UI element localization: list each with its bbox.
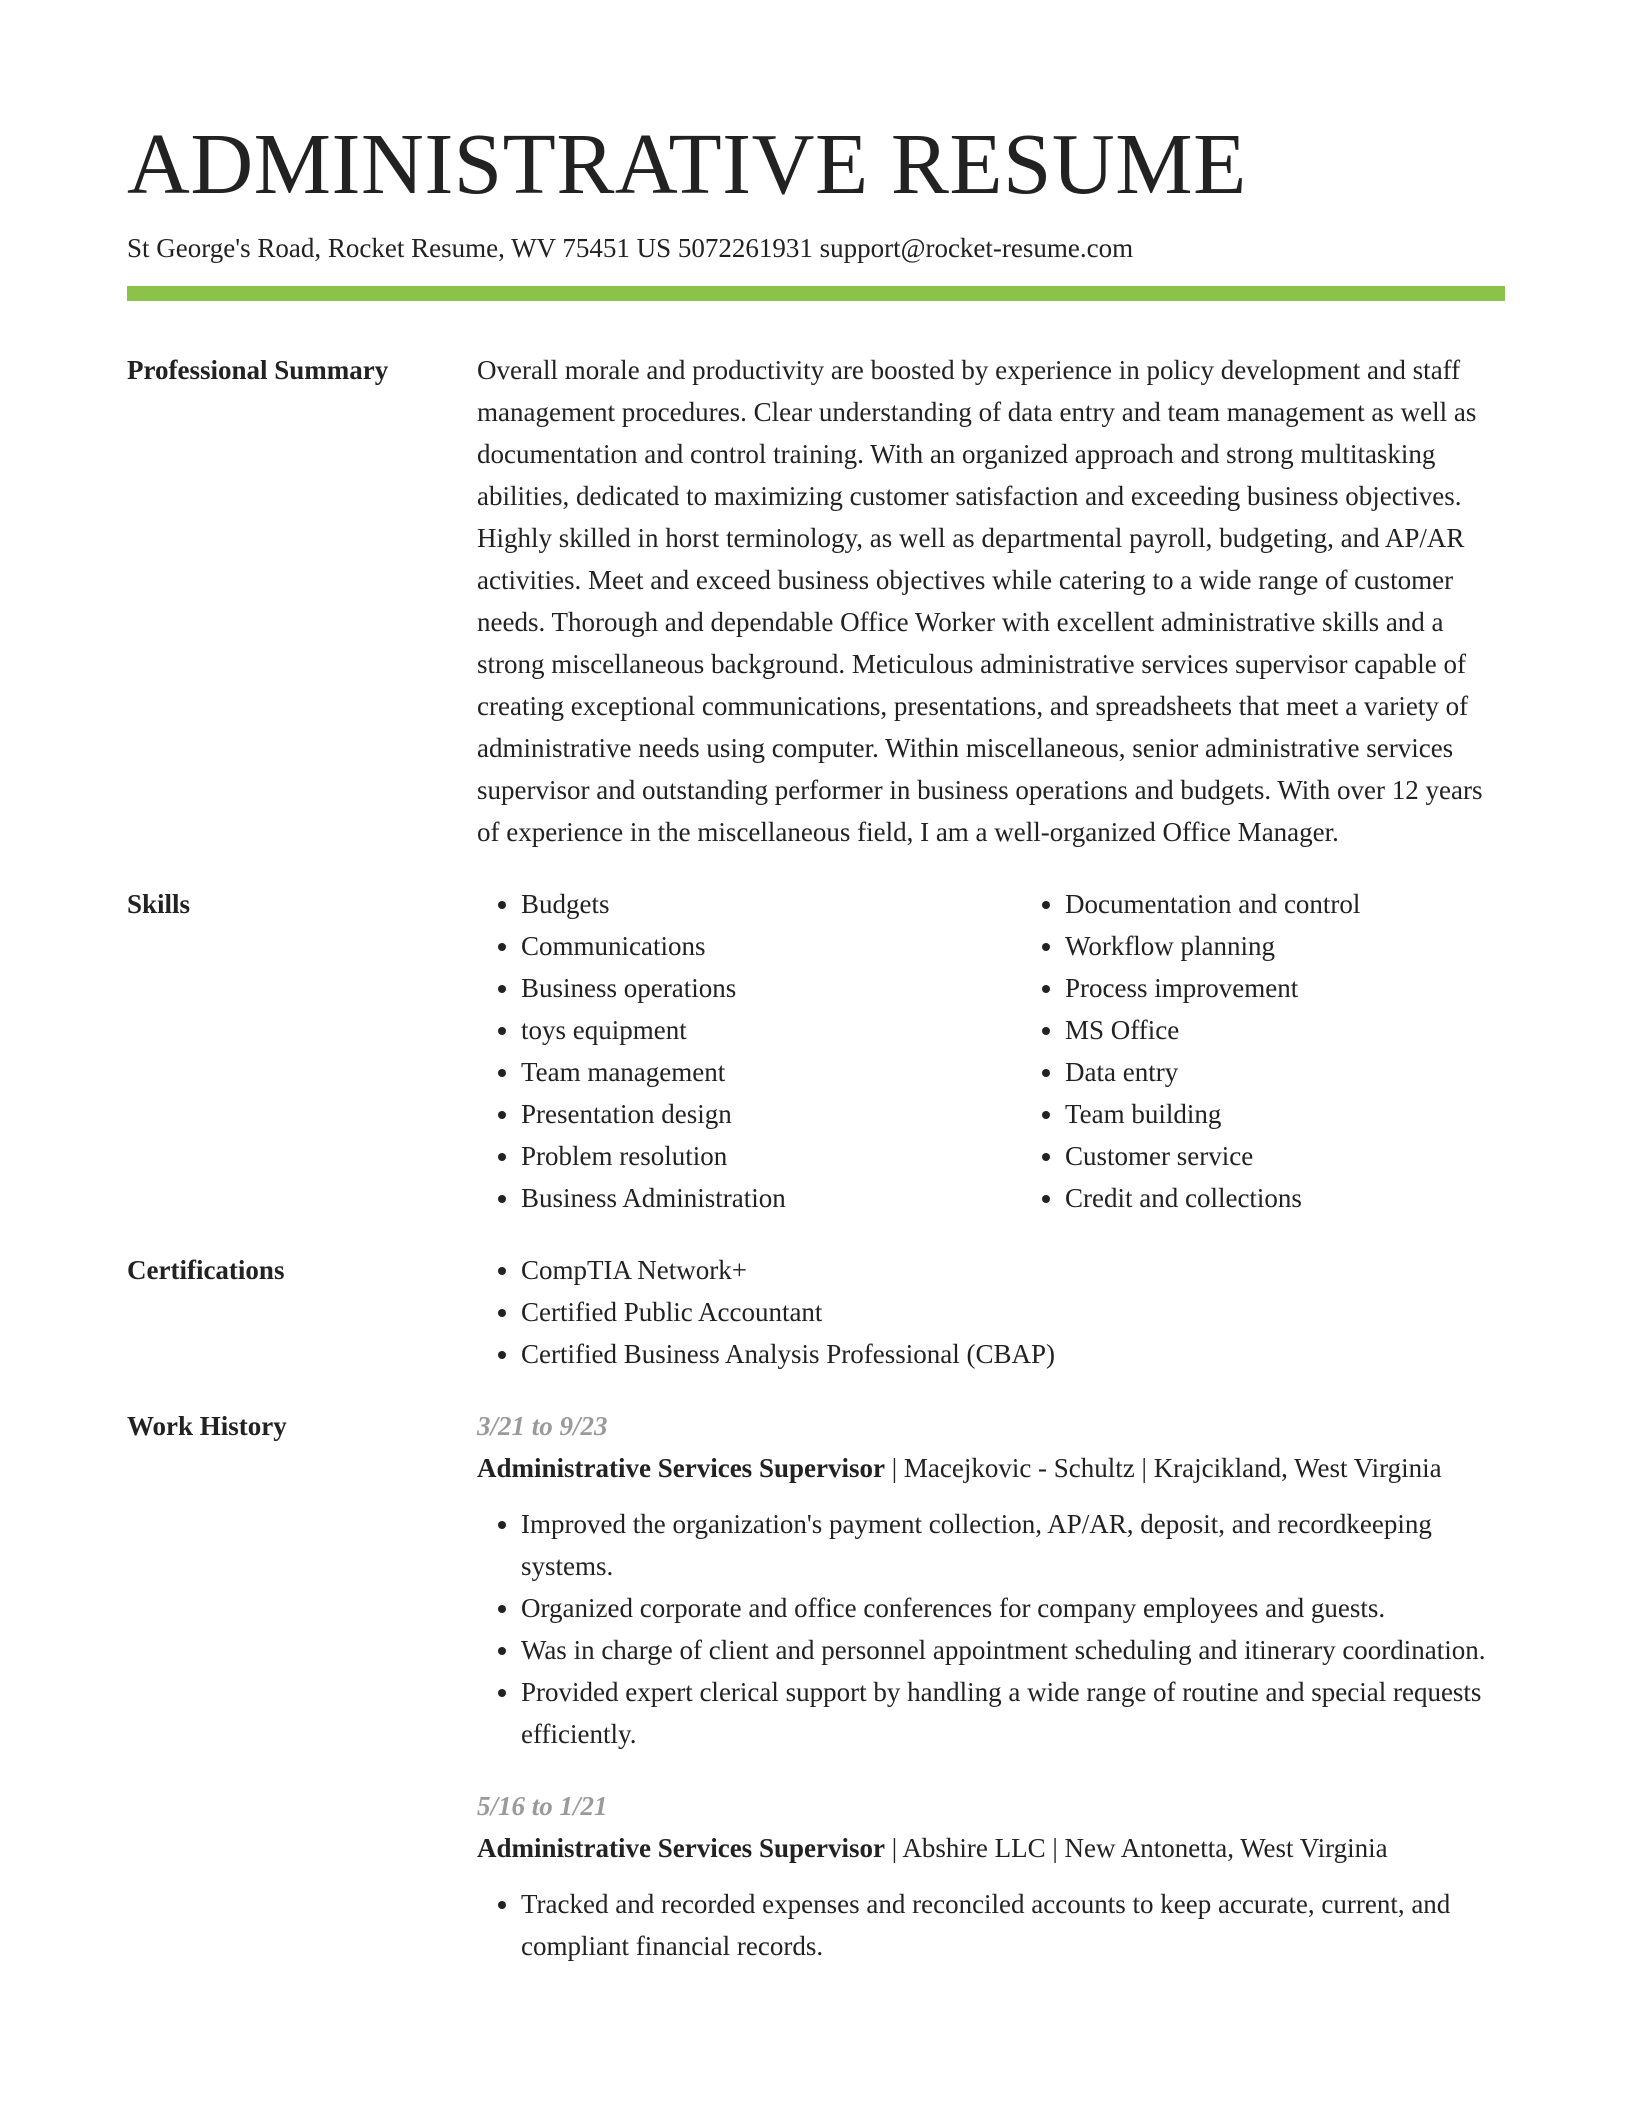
skill-item: • Presentation design: [521, 1093, 1021, 1135]
certification-item: • Certified Business Analysis Professional (CBAP): [521, 1333, 1505, 1375]
header-divider: [127, 286, 1505, 301]
skills-list-right: [1021, 883, 1565, 1219]
job-heading: [477, 1827, 1505, 1869]
job-bullets: [477, 1503, 1505, 1755]
summary-text: Overall morale and productivity are boosted by experience in policy development and staff management procedures. Clear understanding of data entry and team management as well as documentation and control training. With an organized approach and strong multitasking abilities, dedicated to maximizing customer satisfaction and exceeding business objectives. Highly skilled in horst terminology, as well as departmental payroll, budgeting, and AP/AR activities. Meet and exceed business objectives while catering to a wide range of customer needs. Thorough and dependable Office Worker with excellent administrative skills and a strong miscellaneous background. Meticulous administrative services supervisor capable of creating exceptional communications, presentations, and spreadsheets that meet a variety of administrative needs using computer. Within miscellaneous, senior administrative services supervisor and outstanding performer in business operations and budgets. With over 12 years of experience in the miscellaneous field, I am a well-organized Office Manager.: [477, 355, 1483, 848]
job-bullet: • Provided expert clerical support by handling a wide range of routine and special requests efficiently.: [521, 1671, 1505, 1755]
resume-title: ADMINISTRATIVE RESUME: [127, 115, 1247, 212]
job-bullet: • Organized corporate and office conferences for company employees and guests.: [521, 1587, 1505, 1629]
skills-section: [127, 883, 1505, 1219]
job-title: Administrative Services Supervisor: [477, 1453, 885, 1484]
job-title: Administrative Services Supervisor: [477, 1833, 885, 1864]
job-bullet: • Was in charge of client and personnel appointment scheduling and itinerary coordination.: [521, 1629, 1505, 1671]
certifications-section: [127, 1249, 1505, 1375]
job-bullets: [477, 1883, 1505, 1967]
section-label-skills: Skills: [127, 889, 191, 920]
skill-item: • Process improvement: [1065, 967, 1565, 1009]
skill-item: • toys equipment: [521, 1009, 1021, 1051]
skill-item: • Team building: [1065, 1093, 1565, 1135]
skill-item: • Credit and collections: [1065, 1177, 1565, 1219]
certification-item: • Certified Public Accountant: [521, 1291, 1505, 1333]
skills-list-left: [477, 883, 1021, 1219]
job-entry: [477, 1405, 1505, 1755]
job-heading: [477, 1447, 1505, 1489]
certification-item: • CompTIA Network+: [521, 1249, 1505, 1291]
skill-item: • Data entry: [1065, 1051, 1565, 1093]
section-label-certifications: Certifications: [127, 1255, 285, 1286]
section-label-work-history: Work History: [127, 1411, 287, 1442]
job-date: 5/16 to 1/21: [477, 1791, 608, 1822]
skill-item: • Communications: [521, 925, 1021, 967]
skill-item: • Workflow planning: [1065, 925, 1565, 967]
job-details: | Abshire LLC | New Antonetta, West Virginia: [884, 1833, 1388, 1864]
section-label-summary: Professional Summary: [127, 355, 389, 386]
skill-item: • Customer service: [1065, 1135, 1565, 1177]
skill-item: • Business operations: [521, 967, 1021, 1009]
job-bullet: • Tracked and recorded expenses and reconciled accounts to keep accurate, current, and compliant financial records.: [521, 1883, 1505, 1967]
contact-address: St George's Road, Rocket Resume, WV 75451 US: [127, 233, 672, 264]
skill-item: • Team management: [521, 1051, 1021, 1093]
contact-phone: 5072261931: [677, 233, 813, 264]
job-date: 3/21 to 9/23: [477, 1411, 608, 1442]
job-bullet: • Improved the organization's payment collection, AP/AR, deposit, and recordkeeping systems.: [521, 1503, 1505, 1587]
skill-item: • Problem resolution: [521, 1135, 1021, 1177]
skill-item: • MS Office: [1065, 1009, 1565, 1051]
certifications-list: [477, 1249, 1505, 1375]
skill-item: • Business Administration: [521, 1177, 1021, 1219]
work-history-section: [127, 1405, 1505, 1997]
contact-line: [127, 231, 1505, 266]
job-entry: [477, 1785, 1505, 1967]
skill-item: • Documentation and control: [1065, 883, 1565, 925]
skill-item: • Budgets: [521, 883, 1021, 925]
job-details: | Macejkovic - Schultz | Krajcikland, West Virginia: [884, 1453, 1442, 1484]
contact-email: support@rocket-resume.com: [819, 233, 1134, 264]
summary-section: [127, 349, 1505, 853]
